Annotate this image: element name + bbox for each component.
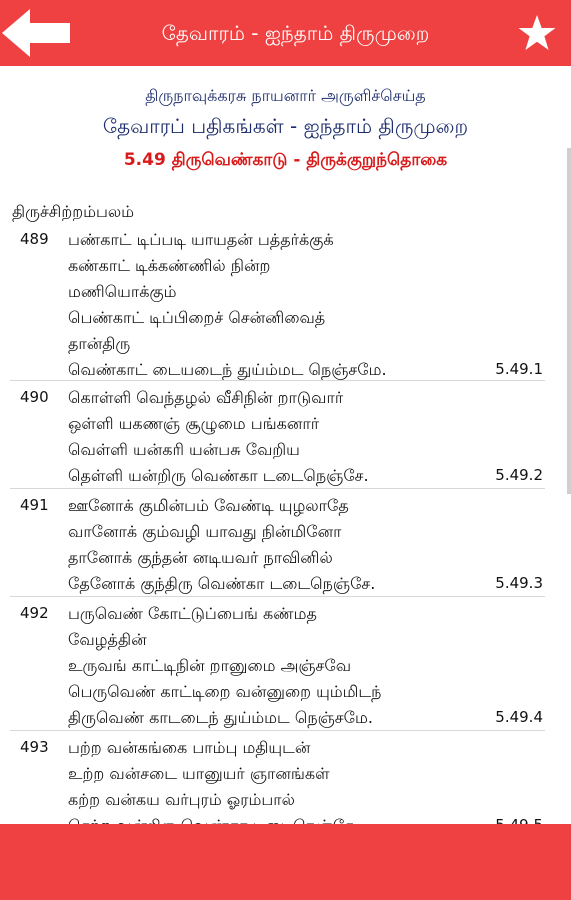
verse-number: 491 xyxy=(20,496,49,514)
scrollbar[interactable] xyxy=(567,148,571,494)
app-title: தேவாரம் - ஐந்தாம் திருமுறை xyxy=(161,21,430,45)
favorite-button[interactable] xyxy=(517,13,557,53)
verse-number: 489 xyxy=(20,230,49,248)
verse-line: ஊனோக் குமின்பம் வேண்டி யுழலாதே xyxy=(68,496,349,515)
verse-divider xyxy=(10,380,545,381)
verse-divider xyxy=(10,596,545,597)
verse-line: தெள்ளி யன்றிரு வெண்கா டடைநெஞ்சே. xyxy=(68,466,369,485)
verse-number: 493 xyxy=(20,738,49,756)
verse-reference: 5.49.2 xyxy=(495,466,543,484)
verse-line: ஒள்ளி யகணஞ் சூழுமை பங்கனார் xyxy=(68,414,320,433)
collection-title: தேவாரப் பதிகங்கள் - ஐந்தாம் திருமுறை xyxy=(102,114,469,138)
verse-line: தான்திரு xyxy=(68,334,131,353)
verse-reference: 5.49.3 xyxy=(495,574,543,592)
verse-line: வானோக் கும்வழி யாவது நின்மினோ xyxy=(68,522,342,541)
verse-line: தானோக் குந்தன் னடியவர் நாவினில் xyxy=(68,548,333,567)
opening-text: திருச்சிற்றம்பலம் xyxy=(12,202,135,221)
verse-number: 490 xyxy=(20,388,49,406)
arrow-left-icon xyxy=(0,8,72,58)
back-button[interactable] xyxy=(0,8,72,58)
verse-content[interactable] xyxy=(0,66,571,824)
verse-line: கண்காட் டிக்கண்ணில் நின்ற xyxy=(68,256,271,275)
verse-reference: 5.49.1 xyxy=(495,360,543,378)
verse-line: வெண்காட் டையடைந் துய்ம்மட நெஞ்சமே. xyxy=(68,360,387,379)
verse-line: வேழத்தின் xyxy=(68,630,147,649)
verse-line: பருவெண் கோட்டுப்பைங் கண்மத xyxy=(68,604,317,623)
verse-number: 492 xyxy=(20,604,49,622)
verse-line: தேனோக் குந்திரு வெண்கா டடைநெஞ்சே. xyxy=(68,574,376,593)
verse-reference: 5.49.4 xyxy=(495,708,543,726)
verse-line: கற்ற வன்கய வர்புரம் ஓரம்பால் xyxy=(68,790,295,809)
verse-line: உருவங் காட்டிநின் றானுமை அஞ்சவே xyxy=(68,656,352,675)
verse-line: பண்காட் டிப்படி யாயதன் பத்தர்க்குக் xyxy=(68,230,334,249)
verse-line: பெருவெண் காட்டிறை வன்னுறை யும்மிடந் xyxy=(68,682,382,701)
verse-line: உற்ற வன்சடை யானுயர் ஞானங்கள் xyxy=(68,764,330,783)
bottom-bar xyxy=(0,824,571,900)
verse-line: மணியொக்கும் xyxy=(68,282,177,301)
verse-line: பெண்காட் டிப்பிறைச் சென்னிவைத் xyxy=(68,308,326,327)
pathigam-title: 5.49 திருவெண்காடு - திருக்குறுந்தொகை xyxy=(123,150,448,170)
verse-line: கொள்ளி வெந்தழல் வீசிநின் றாடுவார் xyxy=(68,388,344,407)
verse-divider xyxy=(10,730,545,731)
app-header xyxy=(0,0,571,66)
author-line: திருநாவுக்கரசு நாயனார் அருளிச்செய்த xyxy=(145,86,426,105)
verse-divider xyxy=(10,488,545,489)
star-icon xyxy=(517,13,557,53)
verse-line: பற்ற வன்கங்கை பாம்பு மதியுடன் xyxy=(68,738,311,757)
verse-line: திருவெண் காடடைந் துய்ம்மட நெஞ்சமே. xyxy=(68,708,373,727)
verse-line: வெள்ளி யன்கரி யன்பசு வேறிய xyxy=(68,440,300,459)
